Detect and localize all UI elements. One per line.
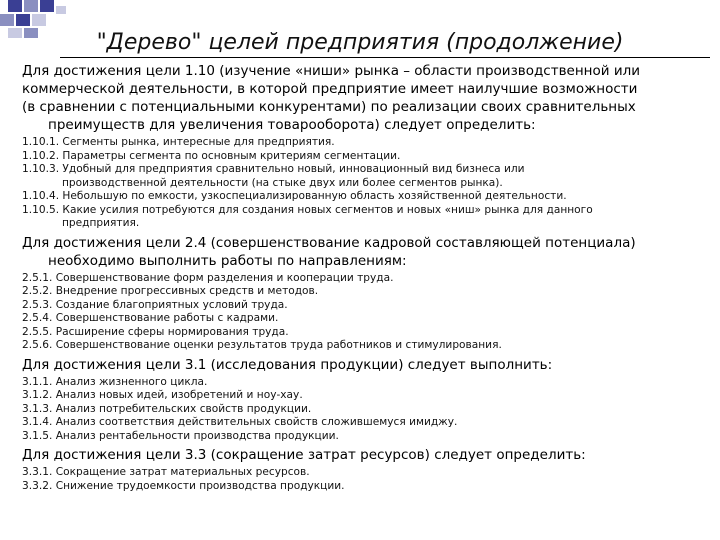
list-item-line: 1.10.1. Сегменты рынка, интересные для предприятия. xyxy=(22,136,335,148)
list-item-line: 1.10.4. Небольшую по емкости, узкоспециализированную область хозяйственной деятельности. xyxy=(22,190,567,202)
list-item-line: 1.10.2. Параметры сегмента по основным критериям сегментации. xyxy=(22,149,401,162)
list-item-line: 3.1.2. Анализ новых идей, изобретений и ноу-хау. xyxy=(22,389,303,401)
list-item-line: производственной деятельности (на стыке двух или более сегментов рынка). xyxy=(62,176,503,189)
list-item-line: предприятия. xyxy=(62,217,140,229)
heading-line: Для достижения цели 3.3 (сокращение затрат ресурсов) следует определить: xyxy=(22,447,586,463)
list-item xyxy=(22,416,712,430)
heading-line: Для достижения цели 2.4 (совершенствование кадровой составляющей потенциала) xyxy=(22,234,636,251)
list-item xyxy=(22,326,712,340)
section-heading xyxy=(22,62,712,134)
section-heading xyxy=(22,446,712,464)
list-item-line: 2.5.1. Совершенствование форм разделения и кооперации труда. xyxy=(22,271,394,284)
heading-line: коммерческой деятельности, в которой предприятие имеет наилучшие возможности xyxy=(22,81,638,97)
list-item xyxy=(22,430,712,444)
list-item-line: 2.5.5. Расширение сферы нормирования труда. xyxy=(22,325,289,338)
page-title: "Дерево" целей предприятия (продолжение) xyxy=(96,30,624,55)
heading-line: Для достижения цели 3.1 (исследования продукции) следует выполнить: xyxy=(22,356,553,373)
list-item-line: 3.3.1. Сокращение затрат материальных ресурсов. xyxy=(22,466,310,478)
section-heading xyxy=(22,356,712,374)
list-item xyxy=(22,136,712,150)
list-item xyxy=(22,299,712,313)
heading-line: преимуществ для увеличения товарооборота) следует определить: xyxy=(48,117,536,133)
list-item xyxy=(22,163,712,190)
heading-line: Для достижения цели 1.10 (изучение «ниши» рынка – области производственной или xyxy=(22,63,640,79)
list-item xyxy=(22,190,712,204)
list-item-line: 3.1.4. Анализ соответствия действительных свойств сложившемуся имиджу. xyxy=(22,416,458,428)
list-item xyxy=(22,150,712,164)
list-item-line: 2.5.2. Внедрение прогрессивных средств и методов. xyxy=(22,285,319,297)
heading-line: необходимо выполнить работы по направлениям: xyxy=(48,252,407,269)
list-item-line: 3.1.1. Анализ жизненного цикла. xyxy=(22,375,208,388)
list-item-line: 1.10.5. Какие усилия потребуются для создания новых сегментов и новых «ниш» рынка для данного xyxy=(22,203,593,216)
list-item xyxy=(22,389,712,403)
list-item xyxy=(22,466,712,480)
list-item xyxy=(22,204,712,231)
list-item xyxy=(22,339,712,353)
list-item-line: 3.1.3. Анализ потребительских свойств продукции. xyxy=(22,402,312,415)
list-item xyxy=(22,480,712,494)
list-item xyxy=(22,272,712,286)
list-item-line: 1.10.3. Удобный для предприятия сравнительно новый, инновационный вид бизнеса или xyxy=(22,163,525,175)
document-body xyxy=(22,62,712,496)
list-item xyxy=(22,312,712,326)
list-item-line: 2.5.4. Совершенствование работы с кадрами. xyxy=(22,312,279,324)
list-item-line: 2.5.3. Создание благоприятных условий труда. xyxy=(22,298,288,311)
list-item-line: 2.5.6. Совершенствование оценки результатов труда работников и стимулирования. xyxy=(22,339,502,351)
title-underline xyxy=(60,57,710,58)
list-item-line: 3.3.2. Снижение трудоемкости производства продукции. xyxy=(22,479,345,492)
heading-line: (в сравнении с потенциальными конкурентами) по реализации своих сравнительных xyxy=(22,99,636,115)
list-item xyxy=(22,403,712,417)
section-gap xyxy=(22,493,712,496)
list-item xyxy=(22,285,712,299)
list-item xyxy=(22,376,712,390)
section-heading xyxy=(22,234,712,270)
list-item-line: 3.1.5. Анализ рентабельности производства продукции. xyxy=(22,429,339,442)
